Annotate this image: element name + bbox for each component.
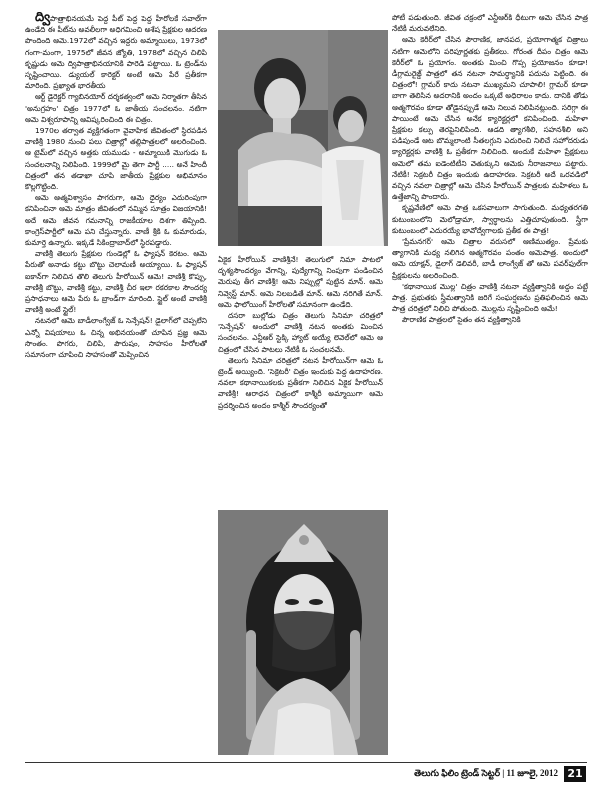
film-still-photo (218, 30, 388, 246)
paragraph: కృష్ణవేణిలో ఆమె పాత్ర ఒకసవాలుగా సాగుతుంది. మధ్యతరగతి కుటుంబంలోని మెలోడ్రామా, స్వార్థాలను ఎత్తిచూపుతుంది. స్త్రీగా కుటుంబంలో ఎదురయ్యే భావోద్వేగాలకు ప్రతీక ఈ పాత్ర! (392, 203, 588, 235)
page-footer (0, 762, 612, 788)
paragraph: ఆమె ఆత్మవిశ్వాసం పాగరుగా, ఆమె ధైర్యం ఎదురింపుగా కనిపించినా ఆమె మాత్రం జీవితంలో నమ్మిన సూత్రం విజయానికి! అదే ఆమె జీవన గమనాన్ని రాజకీయాల దిశగా తిప్పింది. కాంగ్రెస్‌పార్టీలో ఆమె పని చేస్తున్నారు. వాణీ శ్రీకి ఓ కుమారుడు, కుమార్తె ఉన్నారు. ఇక్కడే సికింద్రాబాద్‌లో స్థిరపడ్డారు. (25, 193, 207, 248)
article-column-1 (25, 12, 207, 754)
footer-divider (25, 762, 587, 763)
drop-cap: ద్వి (35, 12, 51, 25)
publication-name: తెలుగు ఫిలిం ట్రెండ్ సెట్టర్ (414, 768, 501, 778)
paragraph: 1970ల తర్వాత వ్యక్తిగతంగా వైవాహిక జీవితంలో స్థిరపడిన వాణిశ్రీ 1980 నుంచి పలు చిత్రాల్లో తల్లిపాత్రలలో అలరించింది. ఆ టైమ్‌లో వచ్చిన అత్తకు యముడు - అమ్మాయికి మొగుడు ఓ సంచలనాన్ని నిలిపింది. 1999లో మై తెగా పార్టీ ..... అనే హిందీ చిత్రంలో తన తడాఖా చూపి జాతీయ ప్రేక్షకుల అభిమానం కొల్లగొట్టింది. (25, 126, 207, 192)
article-column-3 (392, 12, 588, 754)
paragraph: 'కథానాయిక మొల్ల' చిత్రం వాణిశ్రీ నటనా వ్యక్తిత్వానికి అద్దం పట్టే పాత్ర. ప్రభుతకు స్త్రీమత్వానికి జరిగే సంఘర్షణను ప్రతిఫలించిన ఆమె పాత్ర చరిత్రలో నిలిచి పోతుంది. మొల్లను సృష్టించింది ఆమే! (392, 281, 588, 314)
paragraph: ఆర్ట్ డైరెక్టర్ గ్యాబినయోర్ దర్శకత్వంలో ఆమె నిర్మాతగా తీసిన 'అనుగ్రహం' చిత్రం 1977లో ఓ జాతీయ సంచలనం. నటిగా ఆమె విశ్వరూపాన్ని ఆవిష్కరించింది ఈ చిత్రం. (25, 92, 207, 124)
film-still-image (218, 30, 388, 246)
paragraph: ఏకైక హీరోయిన్ వాణిశ్రీనే! తెలుగులో నిమా పాటలో దృశ్యసౌందర్యం వేగాన్ని, పుద్యేగాన్ని నింపుగా పండించిన మెరుపు తీగ వాణిశ్రీ! ఆమె నిప్పుల్లో పుట్టిన మాన్. ఆమె నివ్వెస్ట్ మాన్. ఆమె నిలబడితే మాన్. ఆమె నరిగితే మాన్. ఆమె ఫాలోయింగ్ హీరోలతో సమానంగా ఉండేది. (218, 255, 383, 309)
paragraph: పోటీ పడుతుంది. జీవిత చక్రంలో ఎన్టీఆర్‌కి ధీటుగా ఆమె చేసిన పాత్ర నేటికీ మరువలేనిది. (392, 13, 588, 34)
paragraph: పౌరాణిక పాత్రలలో సైతం తన వ్యక్తిత్వానికి (402, 315, 521, 325)
footer-publication-info (414, 768, 558, 781)
paragraph: దసరా బుల్లోడు చిత్రం తెలుగు సినిమా చరిత్రలో 'సెన్సేషన్' అందులో వాణిశ్రీ నటన అంతకు మించిన సంచలనం. ఎన్టీఆర్ స్టెక్కి హ్యాట్ అయ్యే లెవెల్‌లో ఆమె ఆ చిత్రంలో చేసిన పాటలు నేటికీ ఓ సంచలనమే. (218, 311, 383, 354)
paragraph: నటనలో ఆమె బాడీలాంగ్వేజ్ ఓ సెన్సేషన్! డైలాగ్‌లో చెప్పలేని ఎన్నో విషయాలు ఓ చిన్న అభినయంతో చూపిన ప్రజ్ఞ ఆమె సొంతం. పొగరు, చిలిపి, పౌరుషం, సాహసం హీరోలతో సమానంగా చూపించి సాహసంతో మెప్పించిన (25, 316, 207, 360)
paragraph: తెలుగు సినిమా చరిత్రలో నటన హీరోయిన్‌గా ఆమె ఓ ట్రెండ్ అయ్యింది. 'సెక్రెటరీ' చిత్రం ఇందుకు పెద్ద ఉదాహరణ. నవలా కథానాయికలకు ప్రతీకగా నిలిచిన ఏకైక హీరోయిన్ వాణిశ్రీ! ఆరాధన చిత్రంలో కాశ్మీరీ అమ్మాయిగా ఆమె ప్రదర్శించిన అందం కాశ్మీర్ సౌందర్యంతో (218, 355, 383, 410)
portrait-photo (218, 510, 388, 755)
paragraph: 'ప్రేమనగర్' ఆమె చిత్రాల వరుసలో ఆణిముత్యం. ప్రేమకు త్యాగానికి మధ్య నలిగిన ఆత్మగౌరవం పంతం ఆమెపాత్ర. అందులో ఆమె యాక్షన్, డైలాగ్ డెలివరీ, బాడీ లాంగ్వేజ్ తో ఆమె పవర్‌ఫుల్‌గా ప్రేక్షకులను అలరించింది. (392, 237, 588, 280)
page-number: 21 (564, 766, 586, 782)
article-column-2 (218, 254, 383, 502)
paragraph: ద్విపాత్రాభినయమే పెద్ద పీట్ పెద్ద పెద్ద హీరోలకే సవాల్‌గా ఉండేది ఈ పీట్‌ను అవలీలగా అధిగమించి అశేష ప్రేక్షకుల ఆదరణ పొందింది ఆమె.1972లో వచ్చిన ఇద్దరు అమ్మాయిలు, 1973లో గంగా-మంగా, 1975లో జీవన జ్యోతి, 1978లో వచ్చిన చిలిపి కృష్ణుడు ఆమె ద్విపాత్రాభినయానికి పారెడి పట్టాయి. ఓ ట్రెండ్‌ను సృష్టించాయి. డ్యుయల్ కారెక్టర్ అంటే ఆమె పేరే ప్రతీకగా మారింది. ప్రఖ్యాత భారతీయ (25, 12, 207, 91)
paragraph: ఆమె కెరీర్‌లో చేసిన పౌరాణిక, జానపద, ప్రయోగాత్మక చిత్రాలు నటిగా ఆమెలోని పరిపూర్ణతకు ప్రతీకలు. గోరంత దీపం చిత్రం ఆమె కెరీర్‌లో ఓ ప్రయోగం. అంతకు మించి గొప్ప ప్రయోజనం కూడా! డీగ్లామరైజ్డ్ పాత్రలో తన నటనా సామర్థ్యానికి పదును పెట్టింది. ఈ చిత్రంలో! గ్లామర్ కాదు నటనా ముఖ్యమని చూపాలి! గ్లామర్ కూడా బాగా తెలిసిన అదరానికి అందం ఒక్కటే అధిరాలం కాదు. దానికి తోడు ఆత్మగౌరవం కూడా తోడైనప్పుడే ఆమె నిలువ నిలిపినట్లుంది. సరిగ్గా ఈ పాయింటే ఆమె చేసిన అనేక క్యారెక్టర్లలో కనిపించింది. మహిళా ప్రేక్షకుల కల్పు తెరపైనిలిపింది. ఆడది త్యాగశీలి, సహనశీలి అని పడిపుండే ఆట బొమ్మలాంటి సీతలగ్గుని ఎదురించి నిలిచే సహోదరుడు క్యారెక్టర్లకు వాణిశ్రీ ఓ ప్రతీకగా నిలిచింది. అందుకే మహిళా ప్రేక్షకులు ఆమెలో తమ ఐడెంటిటీని వెతుక్కుని ఆమెకు నీరాజనాలు పట్టారు. నేటికీ! సెక్రటరీ చిత్రం ఇందుకు ఉదాహరణ. సెక్రటరీ అదే ఒరవడిలో వచ్చిన నవలా చిత్రాల్లో ఆమె చేసిన హీరోయిన్ పాత్రలకు మహిళలు ఓ ఉత్తేజాన్ని పొందారు. (392, 35, 588, 202)
issue-date: 11 జూలై, 2012 (506, 768, 558, 778)
paragraph: వాణిశ్రీ తెలుగు ప్రేక్షకుల గుండెల్లో ఓ ఫ్యాషన్ కెరటం. ఆమె పేరుతో అనాడు కట్టు బొట్టు చెలామణీ అయ్యాయి. ఓ ఫ్యాషన్ ఐకాన్‌గా నిలిచిన తొలి తెలుగు హీరోయిన్ ఆమె! వాణిశ్రీ కొప్పు, వాణిశ్రీ బొట్టు, వాణిశ్రీ కట్టు, వాణిశ్రీ చీర ఇలా రకరకాల సౌందర్య ప్రసాధనాలు ఆమె పేరు ఓ బ్రాండ్‌గా మారింది. స్టైల్ అంటే వాణిశ్రీ వాణిశ్రీ అంటే స్టైల్! (25, 249, 207, 315)
footer-separator: | (502, 768, 505, 778)
portrait-image (218, 510, 388, 755)
